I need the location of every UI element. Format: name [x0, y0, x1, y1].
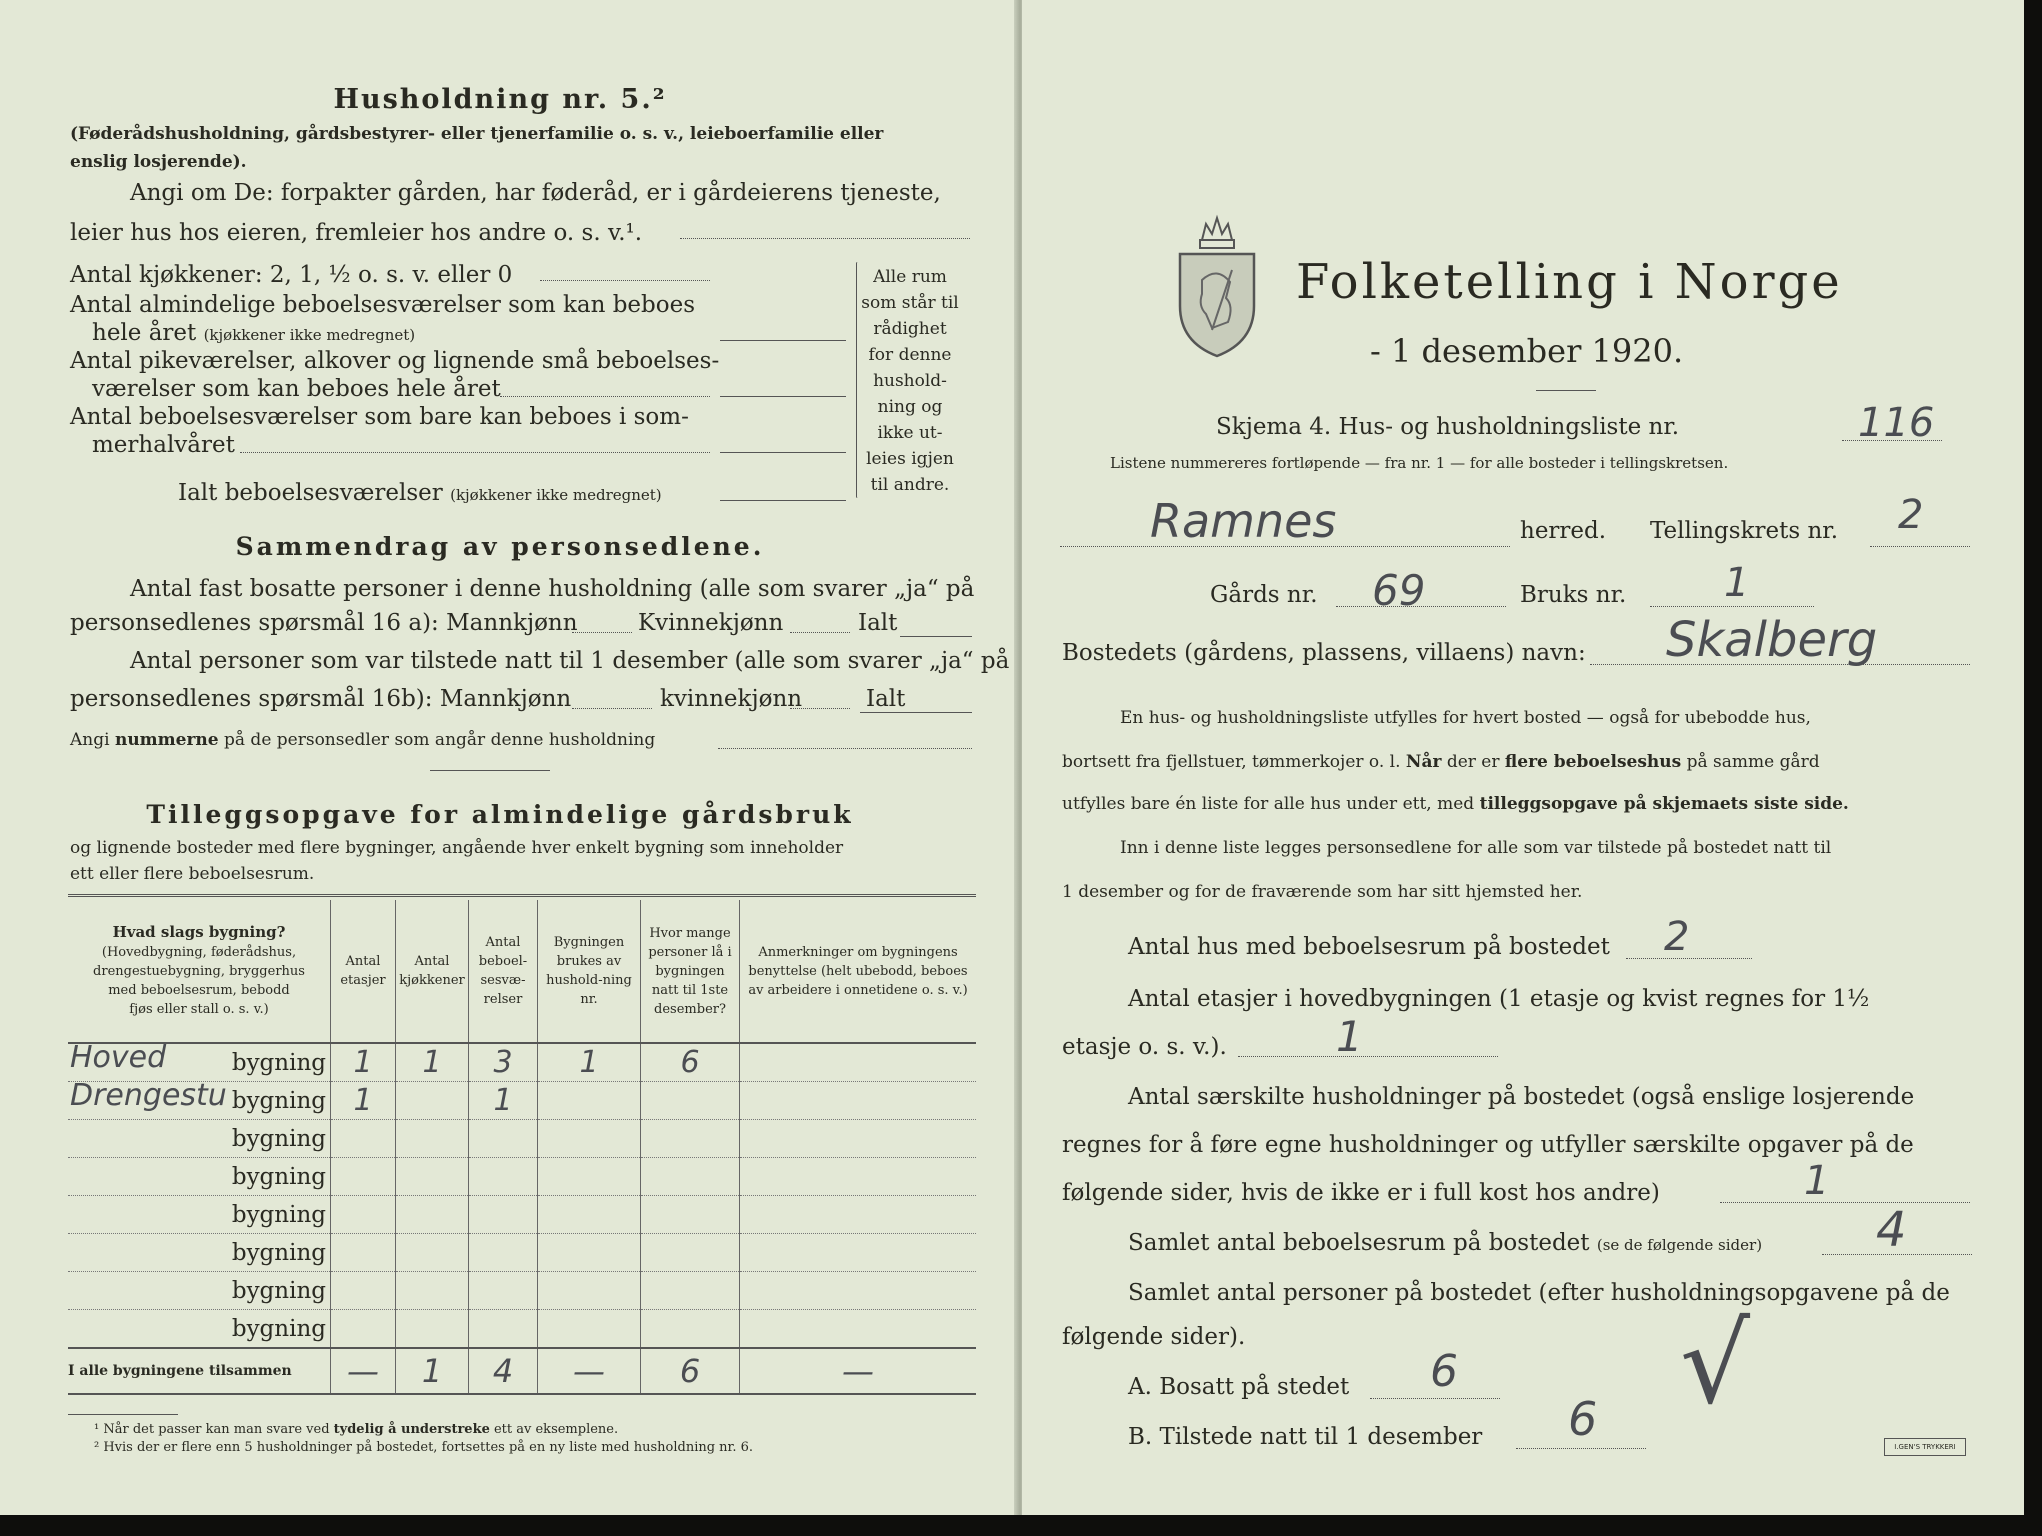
cell-personer: 6: [641, 1043, 740, 1082]
col-header-vaerelser: Antal beboel-sesvæ-relser: [469, 900, 538, 1043]
gards-label: Gårds nr.: [1210, 582, 1318, 608]
norway-coat-of-arms-icon: [1172, 210, 1262, 360]
household-title: Husholdning nr. 5.²: [333, 84, 667, 115]
building-table: [68, 900, 976, 1395]
cell-anm: [740, 1310, 977, 1349]
cell-etasjer: [331, 1272, 396, 1310]
hus-value: 2: [1664, 914, 1690, 960]
tilstede-kvinne: kvinnekjønn: [660, 686, 803, 712]
tillegg-title: Tilleggsopgave for almindelige gårdsbruk: [146, 800, 854, 829]
cell-hushold: [538, 1272, 641, 1310]
cell-personer: [641, 1082, 740, 1120]
alm-label-2: hele året (kjøkkener ikke medregnet): [92, 320, 416, 346]
cell-anm: [740, 1082, 977, 1120]
bracket-note: [860, 264, 960, 498]
cell-vaerelser: 1: [469, 1082, 538, 1120]
samlet-rum-value: 4: [1876, 1202, 1907, 1258]
husholdn-value: 1: [1804, 1158, 1830, 1204]
col-header-personer: Hvor mange personer lå i bygningen natt til 1ste desember?: [641, 900, 740, 1043]
table-row: [68, 1310, 976, 1349]
cell-anm: [740, 1196, 977, 1234]
bracket-note-line: rådighet: [873, 319, 947, 339]
building-type-cell: [68, 1196, 331, 1234]
bracket-note-line: for denne: [868, 345, 952, 365]
building-suffix: bygning: [231, 1087, 326, 1114]
printer-stamp: I.GEN'S TRYKKERI: [1884, 1438, 1966, 1456]
table-total-row: [68, 1348, 976, 1394]
cell-vaerelser: [469, 1158, 538, 1196]
angi-line-1: Angi om De: forpakter gården, har føderåd, er i gårdeierens tjeneste,: [130, 180, 941, 206]
alm-label-1: Antal almindelige beboelsesværelser som kan beboes: [70, 292, 696, 318]
tillegg-line-2: ett eller flere beboelsesrum.: [70, 864, 315, 884]
tellingskrets-value: 2: [1898, 492, 1924, 538]
tilstede-ialt: Ialt: [866, 686, 906, 712]
cell-hushold: [538, 1082, 641, 1120]
census-date: - 1 desember 1920.: [1370, 332, 1684, 370]
total-label: I alle bygningene tilsammen: [68, 1348, 331, 1394]
col-header-etasjer: Antal etasjer: [331, 900, 396, 1043]
building-suffix: bygning: [231, 1125, 326, 1152]
building-type-cell: [68, 1078, 331, 1120]
bracket-note-line: til andre.: [870, 475, 950, 495]
bruks-label: Bruks nr.: [1520, 582, 1627, 608]
kjokkener-label: Antal kjøkkener: 2, 1, ½ o. s. v. eller 0: [70, 262, 513, 288]
samlet-rum-label: Samlet antal beboelsesrum på bostedet (se de følgende sider): [1128, 1230, 1763, 1256]
building-suffix: bygning: [231, 1315, 326, 1342]
cell-anm: [740, 1272, 977, 1310]
building-type-cell: [68, 1120, 331, 1158]
col-header-kjokkener: Antal kjøkkener: [396, 900, 469, 1043]
tilstede-value: 6: [1568, 1392, 1598, 1446]
cell-kjokkener: [396, 1120, 469, 1158]
total-anm: —: [740, 1348, 977, 1394]
table-row: [68, 1196, 976, 1234]
herred-label: herred.: [1520, 518, 1607, 544]
tellingskrets-label: Tellingskrets nr.: [1650, 518, 1839, 544]
building-suffix: bygning: [231, 1277, 326, 1304]
sommer-label-1: Antal beboelsesværelser som bare kan beboes i som-: [70, 404, 689, 430]
table-row: [68, 1082, 976, 1120]
fast-ialt: Ialt: [858, 610, 898, 636]
household-subtitle-1: (Føderådshusholdning, gårdsbestyrer- eller tjenerfamilie o. s. v., leieboerfamilie eller: [70, 124, 884, 144]
cell-vaerelser: [469, 1196, 538, 1234]
skjema-value: 116: [1858, 400, 1935, 446]
bracket-note-line: leies igjen: [866, 449, 954, 469]
cell-kjokkener: 1: [396, 1043, 469, 1082]
col-header-hushold: Bygningen brukes av hushold-ning nr.: [538, 900, 641, 1043]
nummerne-line: Angi nummerne på de personsedler som angår denne husholdning: [70, 730, 656, 750]
footnote-2: ² Hvis der er flere enn 5 husholdninger på bostedet, fortsettes på en ny liste med husholdning nr. 6.: [94, 1440, 754, 1455]
cell-vaerelser: [469, 1234, 538, 1272]
cell-anm: [740, 1043, 977, 1082]
tilstede-line-2: personsedlenes spørsmål 16b): Mannkjønn: [70, 686, 572, 712]
total-personer: 6: [641, 1348, 740, 1394]
fast-line-1: Antal fast bosatte personer i denne husholdning (alle som svarer „ja“ på: [130, 576, 975, 602]
cell-hushold: [538, 1158, 641, 1196]
cell-hushold: [538, 1120, 641, 1158]
building-suffix: bygning: [231, 1201, 326, 1228]
ialt-label: Ialt beboelsesværelser (kjøkkener ikke medregnet): [178, 480, 662, 506]
samlet-pers-line-2: følgende sider).: [1062, 1324, 1246, 1350]
cell-personer: [641, 1158, 740, 1196]
pike-label-1: Antal pikeværelser, alkover og lignende små beboelses-: [70, 348, 720, 374]
cell-anm: [740, 1120, 977, 1158]
cell-etasjer: [331, 1234, 396, 1272]
building-name: Drengestu: [70, 1078, 227, 1113]
etasjer-line-1: Antal etasjer i hovedbygningen (1 etasje og kvist regnes for 1½: [1128, 986, 1870, 1012]
cell-hushold: [538, 1234, 641, 1272]
sammendrag-title: Sammendrag av personsedlene.: [235, 532, 765, 561]
cell-etasjer: [331, 1158, 396, 1196]
etasjer-value: 1: [1336, 1012, 1363, 1061]
total-kjokkener: 1: [396, 1348, 469, 1394]
left-page: [0, 0, 1020, 1515]
cell-etasjer: [331, 1120, 396, 1158]
tillegg-line-1: og lignende bosteder med flere bygninger, angående hver enkelt bygning som inneholder: [70, 838, 844, 858]
tilstede-label: B. Tilstede natt til 1 desember: [1128, 1424, 1483, 1450]
footnote-1: ¹ Når det passer kan man svare ved tydelig å understreke ett av eksemplene.: [94, 1422, 619, 1437]
table-row: [68, 1234, 976, 1272]
table-row: [68, 1272, 976, 1310]
cell-etasjer: 1: [331, 1043, 396, 1082]
cell-kjokkener: [396, 1082, 469, 1120]
bostedets-value: Skalberg: [1666, 612, 1878, 668]
cell-kjokkener: [396, 1234, 469, 1272]
total-hushold: —: [538, 1348, 641, 1394]
building-type-cell: [68, 1272, 331, 1310]
cell-kjokkener: [396, 1158, 469, 1196]
cell-hushold: 1: [538, 1043, 641, 1082]
building-type-cell: [68, 1040, 331, 1082]
building-type-cell: [68, 1310, 331, 1349]
building-suffix: bygning: [231, 1163, 326, 1190]
cell-personer: [641, 1310, 740, 1349]
building-suffix: bygning: [231, 1049, 326, 1076]
tilstede-line-1: Antal personer som var tilstede natt til 1 desember (alle som svarer „ja“ på: [130, 648, 1010, 674]
gards-value: 69: [1372, 566, 1426, 615]
hus-label: Antal hus med beboelsesrum på bostedet: [1128, 934, 1610, 960]
cell-etasjer: 1: [331, 1082, 396, 1120]
bosatt-value: 6: [1430, 1346, 1458, 1397]
cell-anm: [740, 1158, 977, 1196]
cell-etasjer: [331, 1310, 396, 1349]
cell-hushold: [538, 1196, 641, 1234]
cell-kjokkener: [396, 1272, 469, 1310]
bostedets-label: Bostedets (gårdens, plassens, villaens) navn:: [1062, 640, 1586, 666]
col-header-anm: Anmerkninger om bygningens benyttelse (helt ubebodd, beboes av arbeidere i onnetidene o. s. v.): [740, 900, 977, 1043]
table-row: [68, 1043, 976, 1082]
instr-line-4: Inn i denne liste legges personsedlene for alle som var tilstede på bostedet natt til: [1120, 838, 1832, 858]
etasjer-line-2: etasje o. s. v.).: [1062, 1034, 1227, 1060]
col-header-type: Hvad slags bygning? (Hovedbygning, føderådshus, drengestuebygning, bryggerhus med beboelsesrum, bebodd fjøs eller stall o. s. v.): [68, 900, 331, 1043]
bracket-note-line: ning og: [877, 397, 943, 417]
instr-line-5: 1 desember og for de fraværende som har sitt hjemsted her.: [1062, 882, 1583, 902]
instr-line-1: En hus- og husholdningsliste utfylles for hvert bosted — også for ubebodde hus,: [1120, 708, 1811, 728]
instr-line-2: bortsett fra fjellstuer, tømmerkojer o. l. Når der er flere beboelseshus på samme gård: [1062, 752, 1820, 772]
total-etasjer: —: [331, 1348, 396, 1394]
cell-vaerelser: [469, 1310, 538, 1349]
household-subtitle-2: enslig losjerende).: [70, 152, 247, 172]
total-vaerelser: 4: [469, 1348, 538, 1394]
bracket-note-line: Alle rum: [873, 267, 947, 287]
cell-kjokkener: [396, 1196, 469, 1234]
cell-personer: [641, 1120, 740, 1158]
check-mark: √: [1680, 1300, 1751, 1428]
listene-note: Listene nummereres fortløpende — fra nr. 1 — for alle bosteder i tellingskretsen.: [1110, 454, 1729, 472]
building-type-cell: [68, 1234, 331, 1272]
samlet-pers-line-1: Samlet antal personer på bostedet (efter husholdningsopgavene på de: [1128, 1280, 1950, 1306]
bracket-note-line: hushold-: [873, 371, 947, 391]
building-name: Hoved: [70, 1040, 167, 1075]
sommer-label-2: merhalvåret: [92, 432, 235, 458]
skjema-label: Skjema 4. Hus- og husholdningsliste nr.: [1216, 414, 1680, 440]
table-row: [68, 1120, 976, 1158]
angi-line-2: leier hus hos eieren, fremleier hos andre o. s. v.¹.: [70, 220, 643, 246]
bosatt-label: A. Bosatt på stedet: [1128, 1374, 1350, 1400]
cell-personer: [641, 1272, 740, 1310]
cell-hushold: [538, 1310, 641, 1349]
building-type-cell: [68, 1158, 331, 1196]
cell-etasjer: [331, 1196, 396, 1234]
cell-anm: [740, 1234, 977, 1272]
bracket-note-line: ikke ut-: [877, 423, 943, 443]
cell-kjokkener: [396, 1310, 469, 1349]
census-title: Folketelling i Norge: [1296, 254, 1843, 310]
bracket-note-line: som står til: [861, 293, 959, 313]
fast-kvinne: Kvinnekjønn: [638, 610, 784, 636]
table-row: [68, 1158, 976, 1196]
husholdn-line-2: regnes for å føre egne husholdninger og utfyller særskilte opgaver på de: [1062, 1132, 1914, 1158]
cell-personer: [641, 1234, 740, 1272]
instr-line-3: utfylles bare én liste for alle hus under ett, med tilleggsopgave på skjemaets siste side.: [1062, 794, 1849, 814]
cell-vaerelser: 3: [469, 1043, 538, 1082]
building-suffix: bygning: [231, 1239, 326, 1266]
bruks-value: 1: [1724, 560, 1750, 606]
cell-vaerelser: [469, 1272, 538, 1310]
fast-line-2: personsedlenes spørsmål 16 a): Mannkjønn: [70, 610, 578, 636]
cell-personer: [641, 1196, 740, 1234]
herred-value: Ramnes: [1150, 494, 1337, 548]
husholdn-line-1: Antal særskilte husholdninger på bostedet (også enslige losjerende: [1128, 1084, 1915, 1110]
husholdn-line-3: følgende sider, hvis de ikke er i full kost hos andre): [1062, 1180, 1660, 1206]
cell-vaerelser: [469, 1120, 538, 1158]
pike-label-2: værelser som kan beboes hele året: [92, 376, 501, 402]
